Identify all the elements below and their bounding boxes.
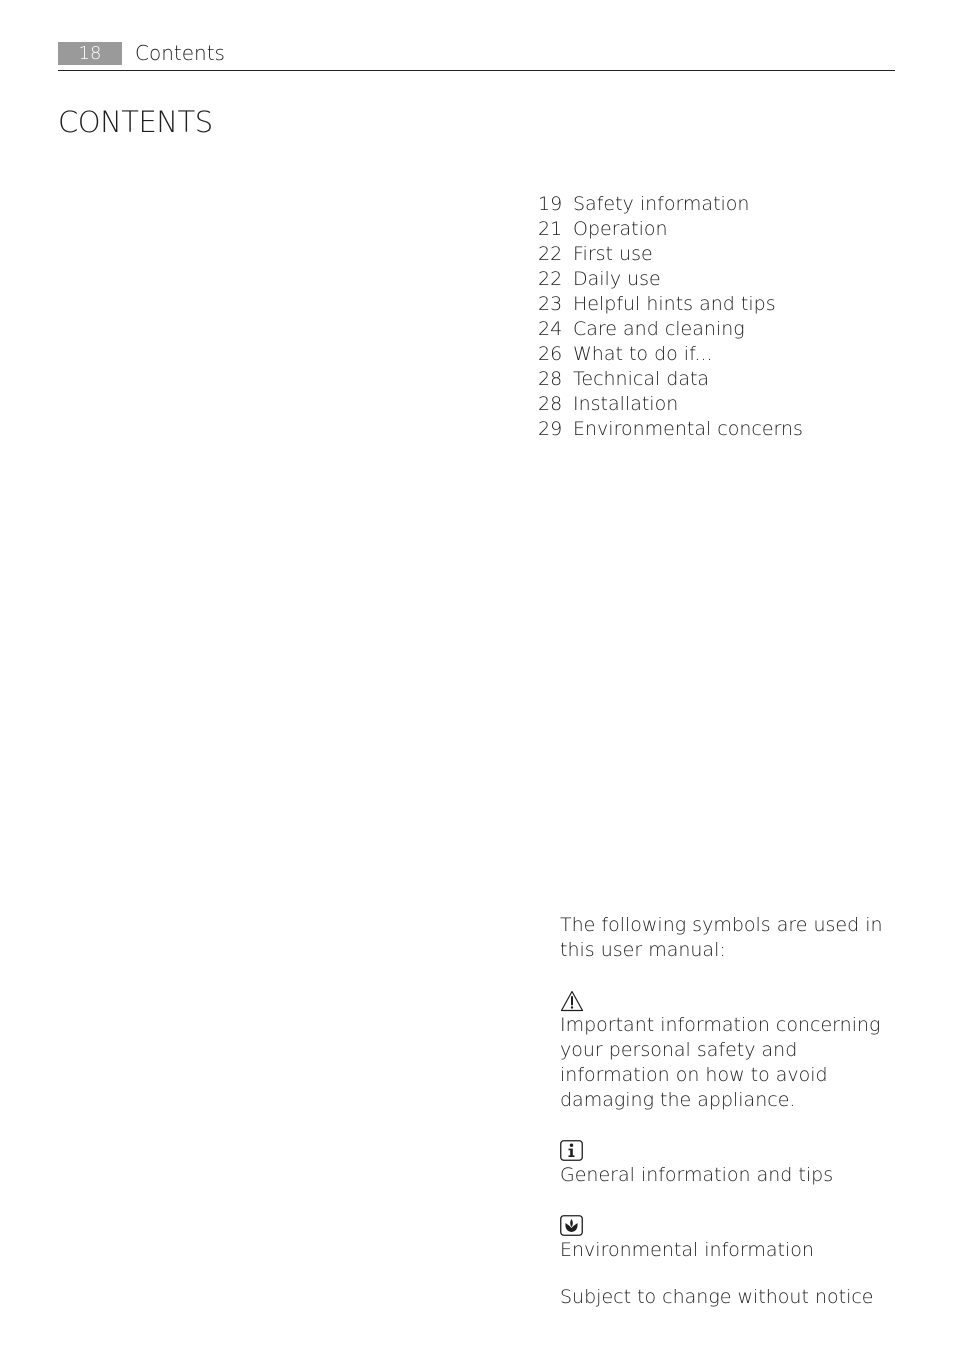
toc-page-number: 28 <box>538 368 563 390</box>
toc-label: First use <box>573 243 653 265</box>
toc-page-number: 24 <box>538 318 563 340</box>
toc-label: Care and cleaning <box>573 318 745 340</box>
page-title: CONTENTS <box>58 105 213 139</box>
symbols-legend <box>560 913 905 1310</box>
toc-page-number: 22 <box>538 268 563 290</box>
toc-page-number: 21 <box>538 218 563 240</box>
environment-text: Environmental information <box>560 1239 814 1261</box>
toc-item[interactable] <box>538 392 898 417</box>
warning-triangle-icon <box>560 988 905 1013</box>
toc-item[interactable] <box>538 292 898 317</box>
toc-label: What to do if... <box>573 343 713 365</box>
symbols-intro: The following symbols are used in this user manual: <box>560 914 883 961</box>
toc-item[interactable] <box>538 267 898 292</box>
toc-page-number: 28 <box>538 393 563 415</box>
header-section-title: Contents <box>135 41 225 65</box>
toc-label: Helpful hints and tips <box>573 293 776 315</box>
toc-page-number: 23 <box>538 293 563 315</box>
change-notice: Subject to change without notice <box>560 1286 874 1308</box>
table-of-contents <box>538 192 898 442</box>
environment-icon <box>560 1213 905 1238</box>
toc-page-number: 26 <box>538 343 563 365</box>
toc-page-number: 22 <box>538 243 563 265</box>
toc-item[interactable] <box>538 317 898 342</box>
toc-item[interactable] <box>538 217 898 242</box>
warning-text: Important information concerning your personal safety and information on how to avoid damaging the appliance. <box>560 1014 881 1111</box>
toc-item[interactable] <box>538 242 898 267</box>
toc-item[interactable] <box>538 367 898 392</box>
toc-page-number: 19 <box>538 193 563 215</box>
toc-item[interactable] <box>538 417 898 442</box>
toc-item[interactable] <box>538 342 898 367</box>
toc-label: Daily use <box>573 268 661 290</box>
toc-label: Technical data <box>573 368 710 390</box>
info-icon <box>560 1138 905 1163</box>
toc-label: Safety information <box>573 193 750 215</box>
toc-page-number: 29 <box>538 418 563 440</box>
info-text: General information and tips <box>560 1164 834 1186</box>
toc-label: Environmental concerns <box>573 418 803 440</box>
toc-label: Installation <box>573 393 679 415</box>
page-header <box>58 40 895 71</box>
page-number-badge: 18 <box>58 42 122 65</box>
toc-item[interactable] <box>538 192 898 217</box>
toc-label: Operation <box>573 218 668 240</box>
